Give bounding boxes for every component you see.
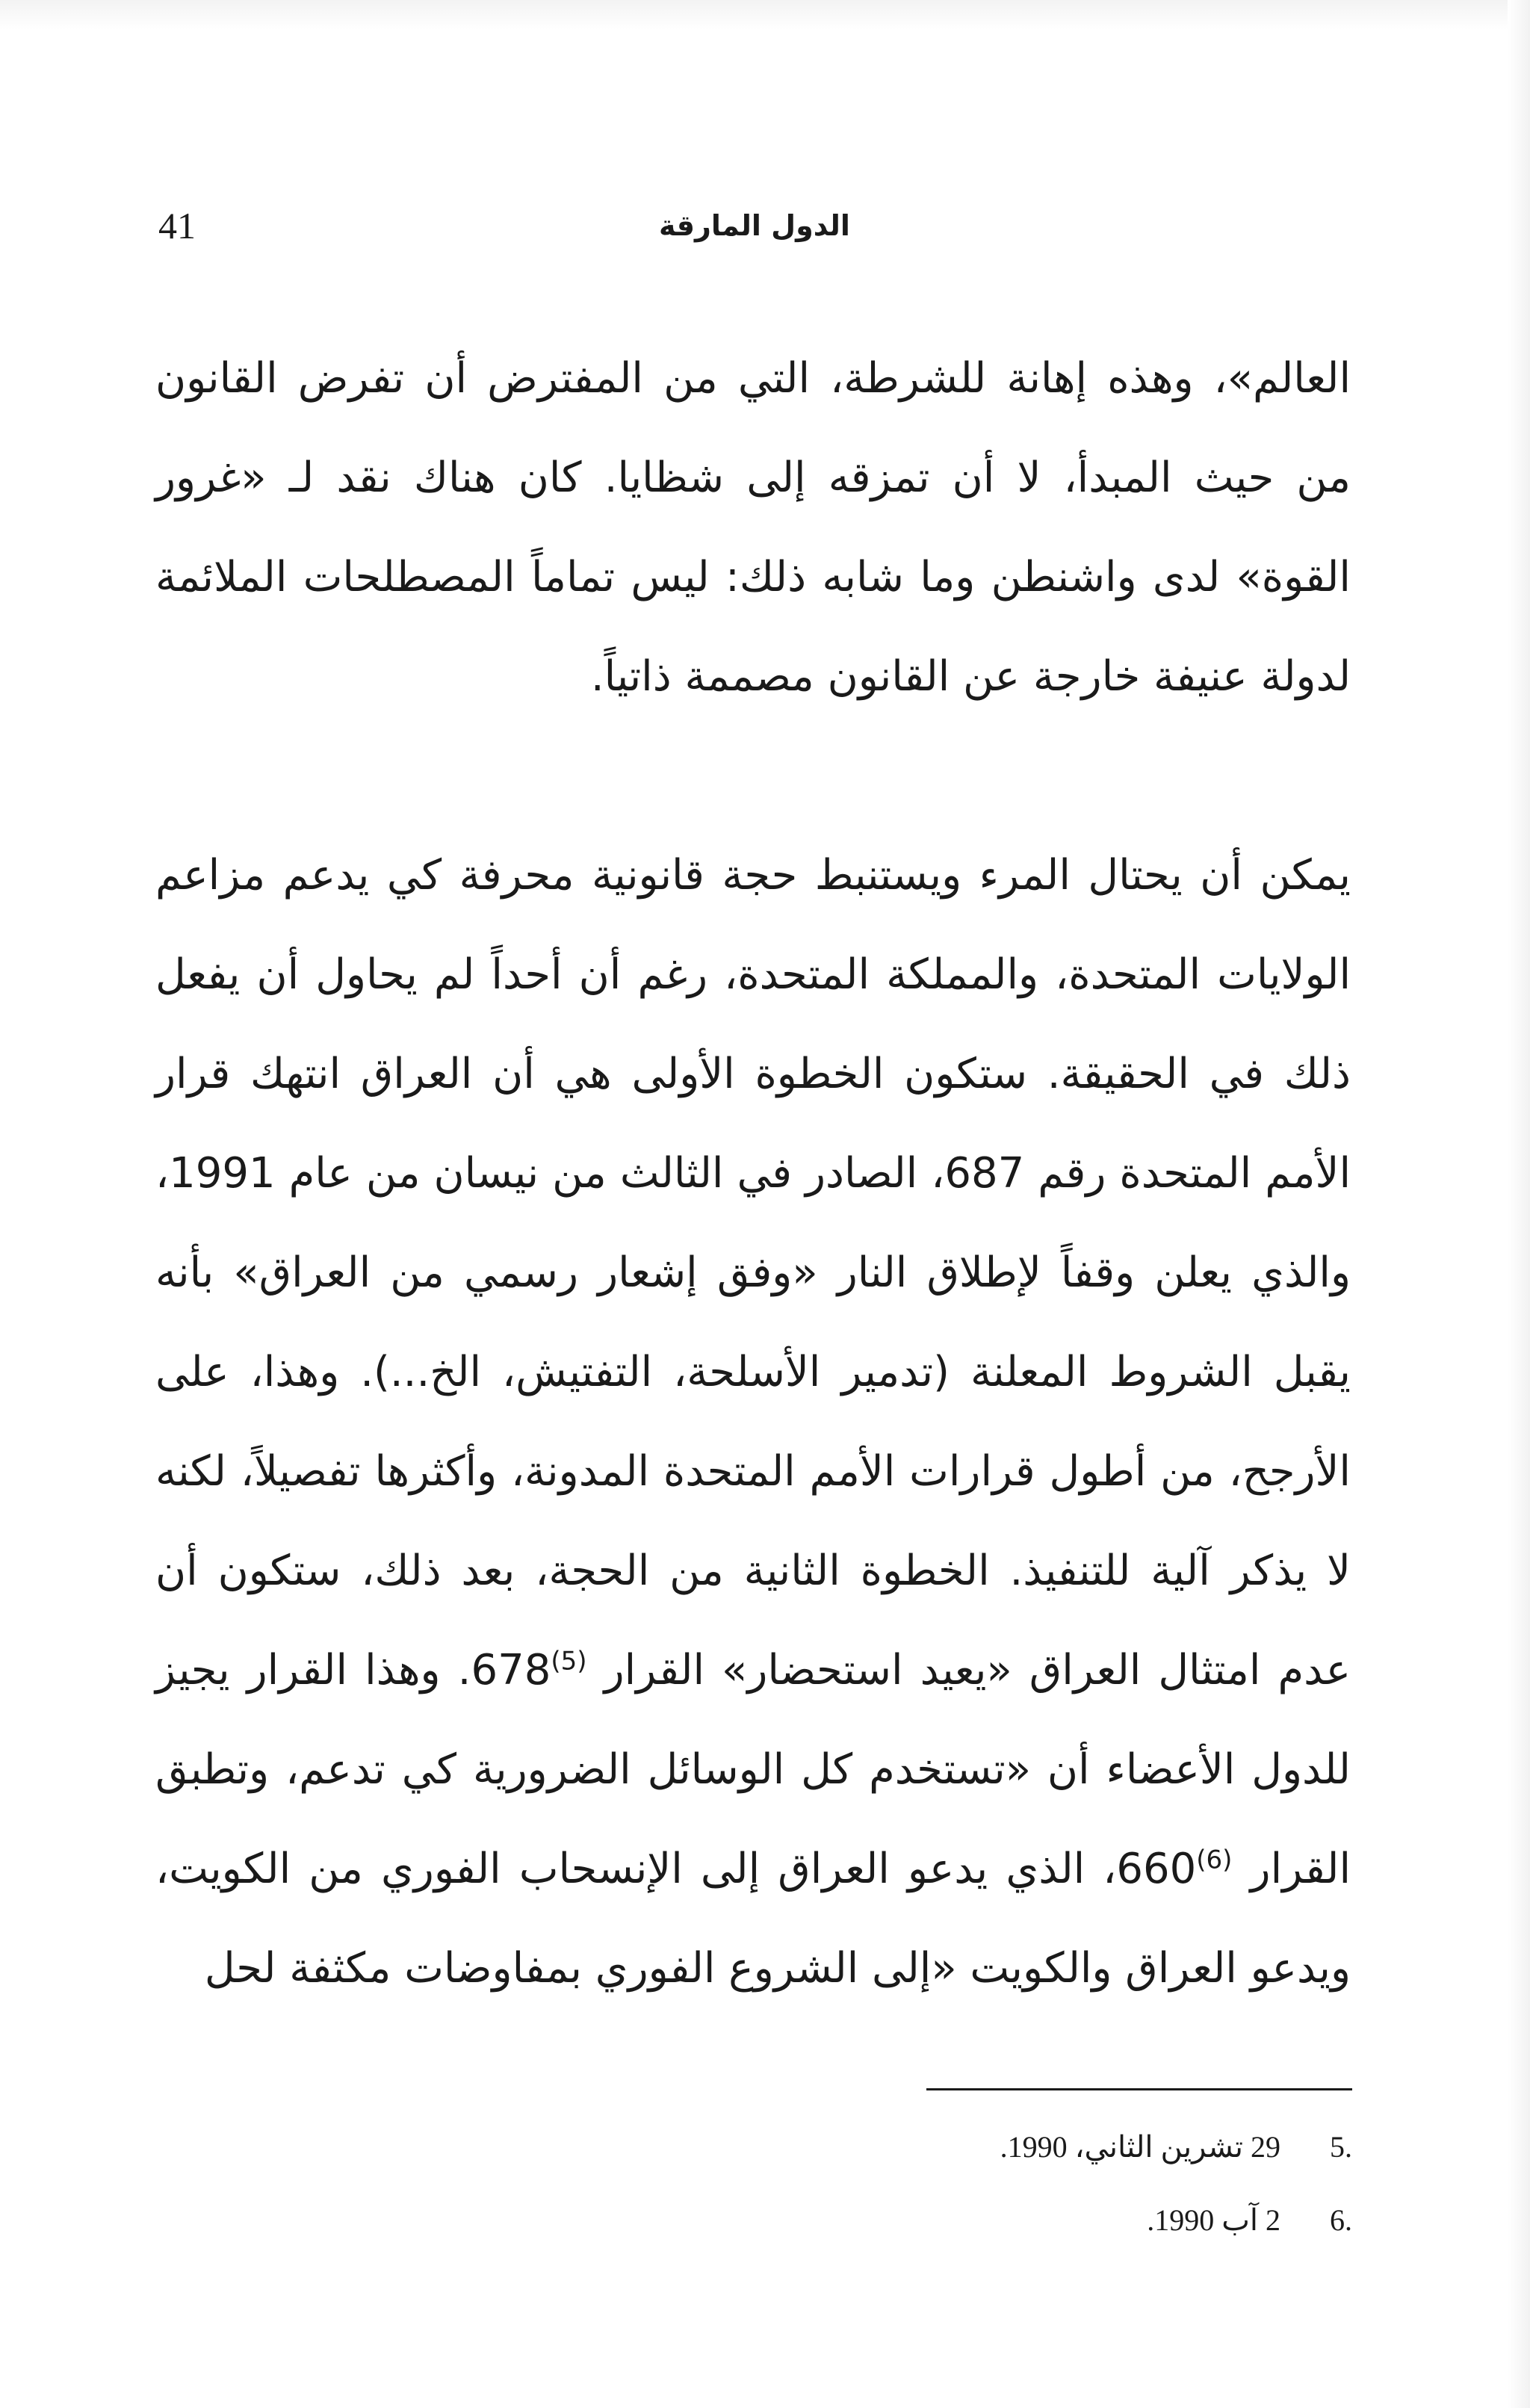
resolution-number-660 bbox=[1116, 1845, 1232, 1893]
resolution-678-value: 678 bbox=[471, 1646, 551, 1694]
footnote-5 bbox=[747, 2111, 1352, 2184]
footnote-6 bbox=[747, 2184, 1352, 2257]
paragraph-2-part-a: يمكن أن يحتال المرء ويستنبط حجة قانونية محرفة كي يدعم مزاعم الولايات المتحدة، والمملكة المتحدة، رغم أن أحداً لم يحاول أن يفعل ذلك في الحقيقة. ستكون الخطوة الأولى هي أن العراق انتهك قرار الأمم المتحدة رقم bbox=[155, 851, 1351, 1198]
page-number: 41 bbox=[158, 205, 196, 247]
paragraph-2-part-d: . وهذا القرار يجيز للدول الأعضاء أن «تستخدم كل الوسائل الضرورية كي تدعم، وتطبق القرار bbox=[155, 1646, 1351, 1893]
paragraph-2-part-b: ، الصادر في الثالث من نيسان من عام bbox=[275, 1149, 945, 1198]
resolution-number-687: 687 bbox=[944, 1149, 1025, 1198]
footnote-ref-6: (6) bbox=[1196, 1845, 1233, 1875]
paragraph-2-part-c: ، والذي يعلن وقفاً لإطلاق النار «وفق إشعار رسمي من العراق» بأنه يقبل الشروط المعلنة (تدمير الأسلحة، التفتيش، الخ...). وهذا، على الأرجح، من أطول قرارات الأمم المتحدة المدونة، وأكثرها تفصيلاً، لكنه لا يذكر آلية للتنفيذ. الخطوة الثانية من الحجة، بعد ذلك، ستكون أن عدم امتثال العراق «يعيد استحضار» القرار bbox=[155, 1149, 1351, 1694]
paragraph-2-part-e: ، الذي يدعو العراق إلى الإنسحاب الفوري من الكويت، ويدعو العراق والكويت «إلى الشروع الفوري بمفاوضات مكثفة لحل bbox=[155, 1845, 1351, 1993]
paragraph-1: العالم»، وهذه إهانة للشرطة، التي من المفترض أن تفرض القانون من حيث المبدأ، لا أن تمزقه إلى شظايا. كان هناك نقد لـ «غرور القوة» لدى واشنطن وما شابه ذلك: ليس تماماً المصطلحات الملائمة لدولة عنيفة خارجة عن القانون مصممة ذاتياً. bbox=[155, 354, 1351, 701]
footnote-text: 29 تشرين الثاني، 1990. bbox=[1000, 2130, 1280, 2164]
scan-edge-top bbox=[0, 0, 1530, 30]
footnote-number: .6 bbox=[1330, 2203, 1352, 2237]
footnote-number: .5 bbox=[1330, 2130, 1352, 2164]
year-1991: 1991 bbox=[169, 1149, 276, 1198]
footnotes bbox=[747, 2111, 1352, 2257]
resolution-660-value: 660 bbox=[1116, 1845, 1197, 1893]
footnote-divider bbox=[926, 2088, 1352, 2090]
paragraph-2 bbox=[155, 826, 1351, 2018]
resolution-number-678 bbox=[471, 1646, 586, 1694]
scan-edge-right bbox=[1508, 0, 1530, 2408]
page-header bbox=[149, 196, 1360, 256]
running-title: الدول المارقة bbox=[659, 209, 850, 242]
footnote-ref-5: (5) bbox=[551, 1646, 587, 1677]
body-text bbox=[155, 329, 1351, 2018]
footnote-text: 2 آب 1990. bbox=[1147, 2203, 1280, 2237]
